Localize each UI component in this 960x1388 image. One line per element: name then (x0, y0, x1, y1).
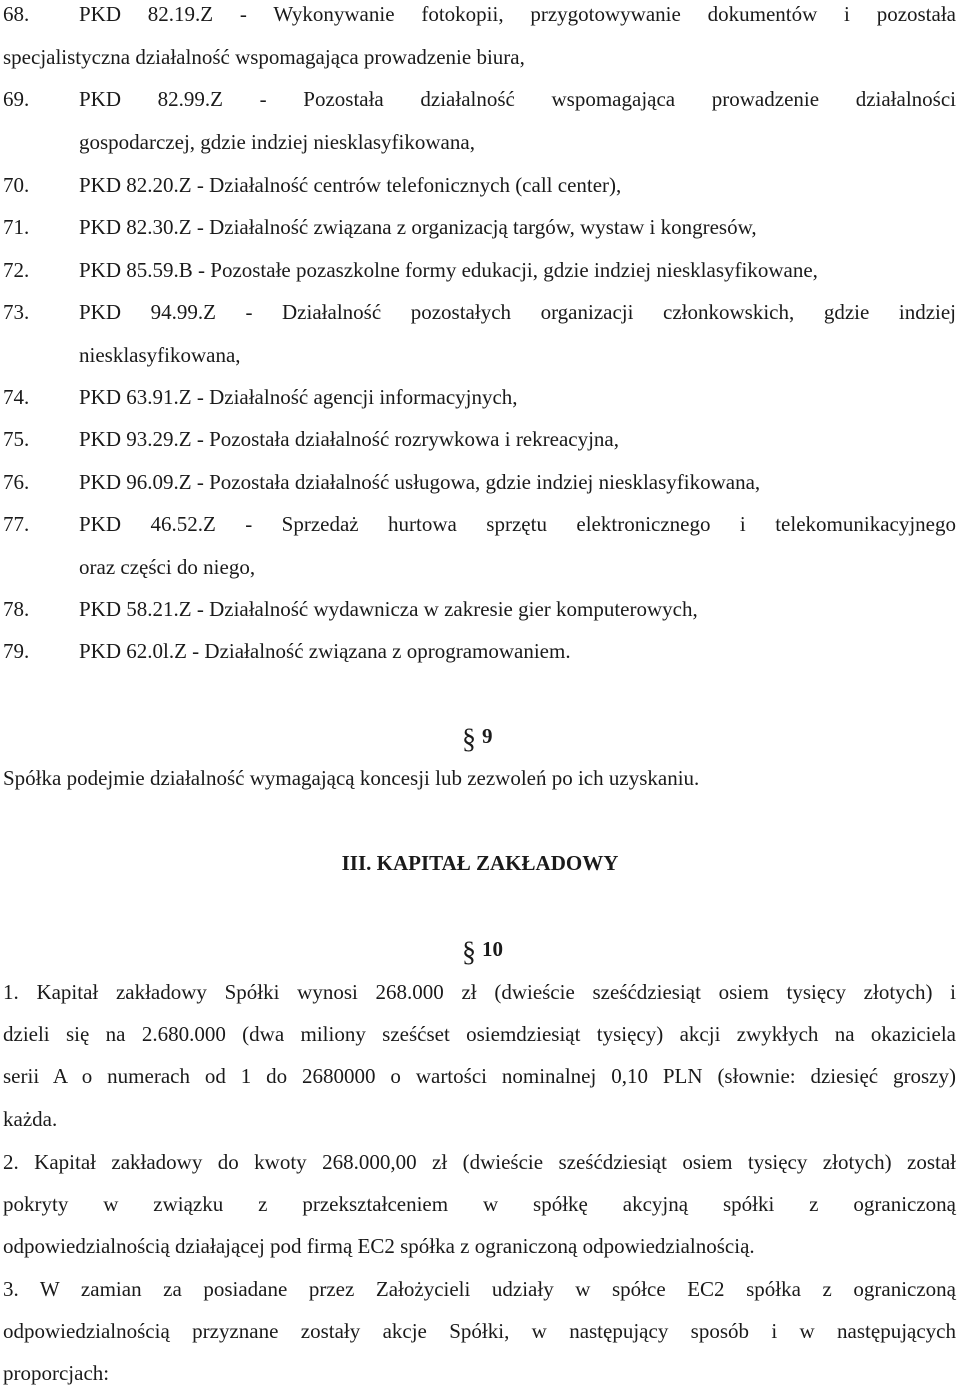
item-text-line: PKD 46.52.Z - Sprzedaż hurtowa sprzętu elektronicznego i telekomunikacyjnego (79, 512, 956, 536)
paragraph-line: 2. Kapitał zakładowy do kwoty 268.000,00 zł (dwieście sześćdziesiąt osiem tysięcy złotych) został (3, 1150, 956, 1174)
section-number: 10 (482, 937, 503, 961)
section-paragraph: Spółka podejmie działalność wymagającą koncesji lub zezwoleń po ich uzyskaniu. (3, 766, 700, 790)
item-text-line: PKD 82.20.Z - Działalność centrów telefonicznych (call center), (79, 173, 622, 197)
section-heading (462, 935, 503, 968)
item-text-line: PKD 94.99.Z - Działalność pozostałych organizacji członkowskich, gdzie indziej (79, 300, 956, 324)
item-text-line: PKD 58.21.Z - Działalność wydawnicza w zakresie gier komputerowych, (79, 597, 698, 621)
section-sign-icon: § (462, 937, 476, 968)
item-number: 70. (3, 173, 30, 197)
paragraph-line: odpowiedzialnością działającej pod firmą EC2 spółka z ograniczoną odpowiedzialnością. (3, 1234, 755, 1258)
item-text-line: niesklasyfikowana, (79, 343, 241, 367)
paragraph-line: 1. Kapitał zakładowy Spółki wynosi 268.000 zł (dwieście sześćdziesiąt osiem tysięcy złotych) i (3, 980, 956, 1004)
item-number: 75. (3, 427, 30, 451)
item-number: 74. (3, 385, 30, 409)
item-text-line: PKD 96.09.Z - Pozostała działalność usługowa, gdzie indziej niesklasyfikowana, (79, 470, 761, 494)
item-text-line: PKD 82.30.Z - Działalność związana z organizacją targów, wystaw i kongresów, (79, 215, 757, 239)
section-heading (462, 722, 493, 755)
item-text-line: PKD 82.19.Z - Wykonywanie fotokopii, przygotowywanie dokumentów i pozostała (79, 2, 956, 26)
item-number: 69. (3, 87, 30, 111)
section-number: 9 (482, 724, 493, 748)
item-number: 68. (3, 2, 30, 26)
paragraph-line: proporcjach: (3, 1361, 110, 1385)
item-text-line: PKD 62.0l.Z - Działalność związana z oprogramowaniem. (79, 639, 571, 663)
item-number: 71. (3, 215, 30, 239)
item-number: 77. (3, 512, 30, 536)
paragraph-line: pokryty w związku z przekształceniem w spółkę akcyjną spółki z ograniczoną (3, 1192, 956, 1216)
paragraph-line: odpowiedzialnością przyznane zostały akcje Spółki, w następujący sposób i w następujących (3, 1319, 956, 1343)
chapter-heading: III. KAPITAŁ ZAKŁADOWY (341, 851, 619, 875)
item-number: 78. (3, 597, 30, 621)
section-sign-icon: § (462, 724, 476, 755)
paragraph-line: dzieli się na 2.680.000 (dwa miliony sześćset osiemdziesiąt tysięcy) akcji zwykłych na okaziciela (3, 1022, 956, 1046)
item-number: 76. (3, 470, 30, 494)
item-text-line: PKD 93.29.Z - Pozostała działalność rozrywkowa i rekreacyjna, (79, 427, 619, 451)
item-text-line: specjalistyczna działalność wspomagająca prowadzenie biura, (3, 45, 525, 69)
paragraph-line: serii A o numerach od 1 do 2680000 o wartości nominalnej 0,10 PLN (słownie: dziesięć groszy) (3, 1064, 956, 1088)
item-text-line: oraz części do niego, (79, 555, 256, 579)
item-number: 73. (3, 300, 30, 324)
paragraph-line: każda. (3, 1107, 58, 1131)
item-text-line: gospodarczej, gdzie indziej niesklasyfikowana, (79, 130, 475, 154)
item-number: 72. (3, 258, 30, 282)
item-number: 79. (3, 639, 30, 663)
paragraph-line: 3. W zamian za posiadane przez Założycieli udziały w spółce EC2 spółka z ograniczoną (3, 1277, 956, 1301)
item-text-line: PKD 63.91.Z - Działalność agencji informacyjnych, (79, 385, 518, 409)
item-text-line: PKD 82.99.Z - Pozostała działalność wspomagająca prowadzenie działalności (79, 87, 956, 111)
item-text-line: PKD 85.59.B - Pozostałe pozaszkolne formy edukacji, gdzie indziej niesklasyfikowane, (79, 258, 818, 282)
